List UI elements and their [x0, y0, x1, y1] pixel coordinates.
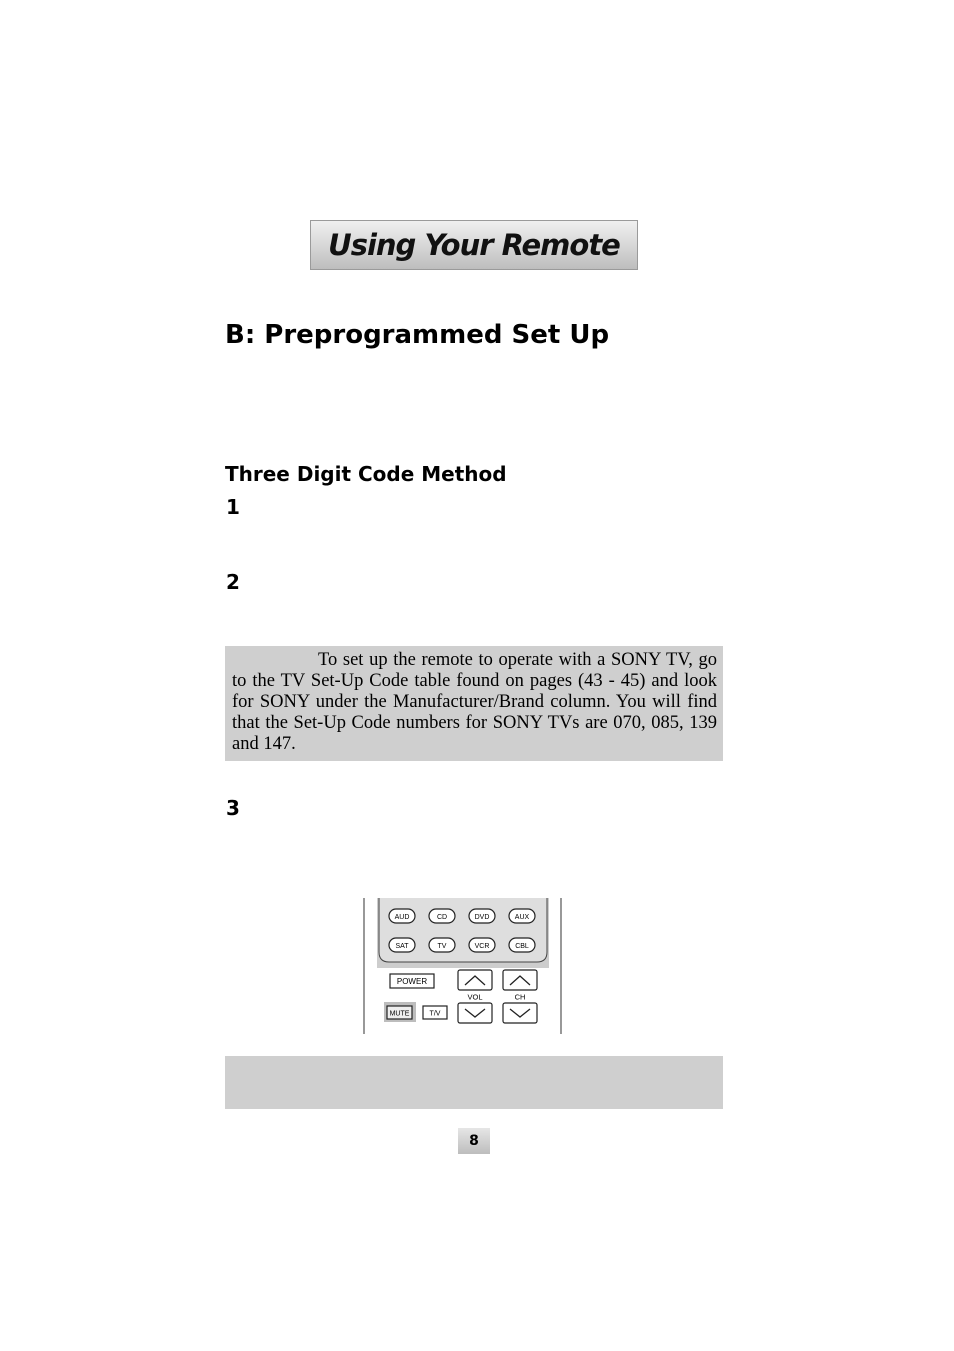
step-number-3: 3	[226, 796, 240, 820]
example-note-text: To set up the remote to operate with a SONY TV, go to the TV Set-Up Code table found on pages (43 - 45) and look for SONY under the Manufacturer/Brand column. You will find that the Set-Up Code numbers for SONY TVs are 070, 085, 139 and 147.	[232, 650, 717, 754]
ch-label: CH	[514, 992, 526, 1002]
tv-button[interactable]: TV	[437, 943, 447, 950]
example-note	[225, 646, 723, 761]
step-number-1: 1	[226, 495, 240, 519]
aux-button[interactable]: AUX	[514, 914, 530, 921]
mute-button[interactable]: MUTE	[389, 1010, 410, 1018]
volume-down-button[interactable]	[458, 1003, 492, 1023]
volume-up-button[interactable]	[458, 970, 492, 990]
channel-down-button[interactable]	[503, 1003, 537, 1023]
step-number-2: 2	[226, 570, 240, 594]
page-title: Using Your Remote	[328, 228, 620, 262]
bottom-note-box	[225, 1056, 723, 1109]
aud-button[interactable]: AUD	[394, 914, 410, 921]
page-title-banner	[310, 220, 638, 270]
page-number	[458, 1128, 490, 1154]
sat-button[interactable]: SAT	[395, 943, 409, 950]
section-heading: B: Preprogrammed Set Up	[225, 320, 610, 350]
cd-button[interactable]: CD	[436, 914, 448, 921]
remote-illustration	[362, 898, 564, 1036]
cbl-button[interactable]: CBL	[515, 943, 529, 950]
page-number-text: 8	[469, 1133, 479, 1149]
tv-video-button[interactable]: T/V	[429, 1010, 441, 1018]
power-button[interactable]: POWER	[396, 977, 428, 986]
vol-label: VOL	[467, 992, 483, 1002]
method-heading: Three Digit Code Method	[225, 462, 507, 486]
vcr-button[interactable]: VCR	[474, 943, 490, 950]
dvd-button[interactable]: DVD	[474, 914, 490, 921]
channel-up-button[interactable]	[503, 970, 537, 990]
